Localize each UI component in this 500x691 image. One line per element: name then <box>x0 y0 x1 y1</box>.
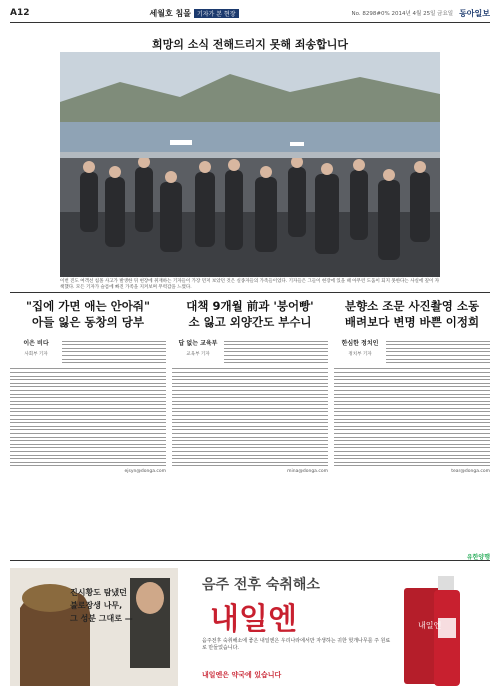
ad-right-top: 음주 전후 숙취해소 <box>202 577 320 593</box>
ad-company-logo: 유한양행 <box>466 554 490 561</box>
column-1-body <box>62 338 166 366</box>
column-3-headline-1: 분향소 조문 사진촬영 소동 <box>344 299 480 313</box>
column-3 <box>334 298 490 556</box>
ad-left-line-2: 불로장생 나무, <box>70 601 123 610</box>
section-name: 세월호 침몰 <box>149 8 191 18</box>
column-2-author-name: 답 없는 교육부 <box>178 340 218 347</box>
column-1-body-cont <box>10 368 166 466</box>
section-tag: 기자가 본 현장 <box>194 9 239 18</box>
ad-tree-product[interactable] <box>10 568 178 686</box>
ad-bottle-label: 내일엔 <box>418 621 442 630</box>
column-2-headline-1: 대책 9개월 前과 '붕어빵' <box>186 299 314 313</box>
section-rule <box>10 292 490 293</box>
news-photo <box>60 52 440 277</box>
column-1-author-name: 이은 비다 <box>23 340 49 347</box>
issue-info: No. 8298#0% 2014년 4월 25일 금요일 <box>351 11 454 17</box>
ad-right-product: 내일엔 <box>210 602 297 637</box>
column-1-headline-1: "집에 가면 애는 안아줘" <box>26 299 150 313</box>
photo-caption: 이번 진도 여객선 침몰 사고가 발생한 뒤 현장에 취재하는 기자들이 가장 먼저 보았던 것은 실종자들의 가족들이었다. 기자들은 그들이 현장에 있을 때 아무런 도움이 되지 못한다는 사실에 깊이 자책했다. 모든 기자가 슬픔에 빠진 가족을 지켜보며 무력감을 느꼈다. <box>60 279 440 290</box>
column-1 <box>10 298 166 556</box>
ad-left-line-3: 그 성분 그대로 — <box>70 614 133 623</box>
column-3-headline-2: 배려보다 변명 바쁜 이정희 <box>344 315 480 329</box>
column-1-email: ejsyn@donga.com <box>124 468 166 474</box>
newspaper-logo: 동아일보 <box>459 8 490 18</box>
ad-right-store: 내일엔은 약국에 있습니다 <box>202 671 282 679</box>
ad-drink[interactable] <box>186 568 490 686</box>
column-2-body <box>224 338 328 366</box>
column-3-body-cont <box>334 368 490 466</box>
column-3-body <box>386 338 490 366</box>
column-2-email: mina@donga.com <box>287 468 328 474</box>
ad-left-line-1: 진시황도 탐냈던 <box>70 588 127 597</box>
page-number: A12 <box>10 8 30 18</box>
column-2 <box>172 298 328 556</box>
ad-rule <box>10 560 490 561</box>
ad-right-desc: 음주전후 숙취해소에 좋은 내일엔은 우리나라에서만 자생하는 귀한 헛개나무를 주 원료로 만들었습니다. <box>202 638 391 651</box>
column-1-headline-2: 아들 잃은 동창의 당부 <box>32 315 144 329</box>
column-2-author-role: 교육부 기자 <box>186 352 210 357</box>
ad-product-bottle <box>398 568 484 686</box>
header-rule <box>10 22 490 23</box>
page-header <box>10 6 490 20</box>
column-1-author-role: 사회부 기자 <box>24 352 48 357</box>
column-2-body-cont <box>172 368 328 466</box>
column-3-author-role: 정치부 기자 <box>348 352 372 357</box>
column-3-author-name: 한심한 정치인 <box>341 340 379 347</box>
column-3-email: tear@donga.com <box>451 468 490 474</box>
column-2-headline-2: 소 잃고 외양간도 부수니 <box>188 315 312 329</box>
photo-title: 희망의 소식 전해드리지 못해 죄송합니다 <box>152 38 348 51</box>
